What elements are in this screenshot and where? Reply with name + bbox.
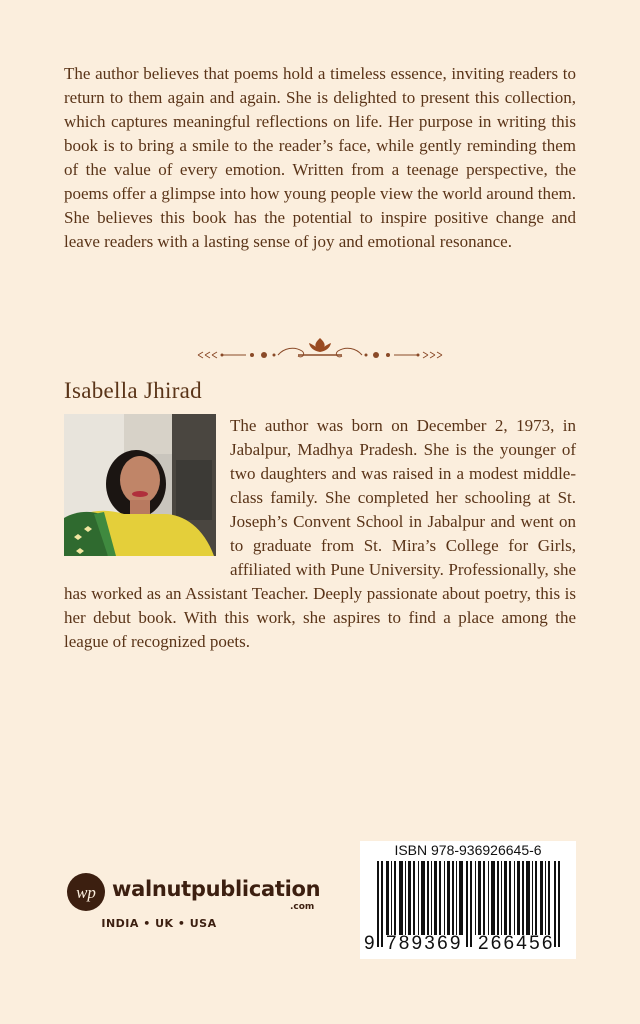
logo-mark-text: wp (76, 883, 96, 902)
author-bio-text: The author was born on December 2, 1973, in Jabalpur, Madhya Pradesh. She is the younger of two daughters and was raised in a modest middle-class family. She completed her schooling at St. Joseph’s Convent School in Jabalpur and went on to graduate from St. Mira’s College for Girls, affiliated with Pune University. Professionally, she has worked as an Assistant Teacher. Deeply passionate about poetry, this is her debut book. With this work, she aspires to find a place among the league of recognized poets. (64, 416, 576, 651)
isbn-label: ISBN 978-936926645-6 (394, 842, 542, 858)
back-cover-blurb: The author believes that poems hold a timeless essence, inviting readers to return to them again and again. She is delighted to present this collection, which captures meaningful reflections on life. Her purpose in writing this book is to bring a smile to the reader’s face, while gently reminding them of the value of every emotion. Written from a teenage perspective, the poems offer a glimpse into how young people view the world around them. She believes this book has the potential to inspire positive change and leave readers with a lasting sense of joy and emotional resonance. (64, 64, 576, 251)
publisher-regions: INDIA • UK • USA (101, 917, 217, 930)
author-bio (64, 414, 576, 654)
author-name: Isabella Jhirad (64, 378, 202, 403)
barcode-digits (360, 933, 576, 955)
publisher-logo (64, 872, 324, 942)
publisher-domain: .com (290, 902, 315, 912)
author-photo (64, 414, 216, 556)
isbn-barcode (360, 841, 576, 959)
walnut-logo-icon (66, 872, 106, 912)
barcode-digit-lead: 9 (364, 933, 375, 954)
decorative-divider-icon (188, 330, 452, 364)
barcode-digit-group-right: 266456 (478, 933, 555, 954)
publisher-name: walnutpublication (112, 877, 321, 901)
barcode-digit-group-left: 789369 (386, 933, 463, 954)
